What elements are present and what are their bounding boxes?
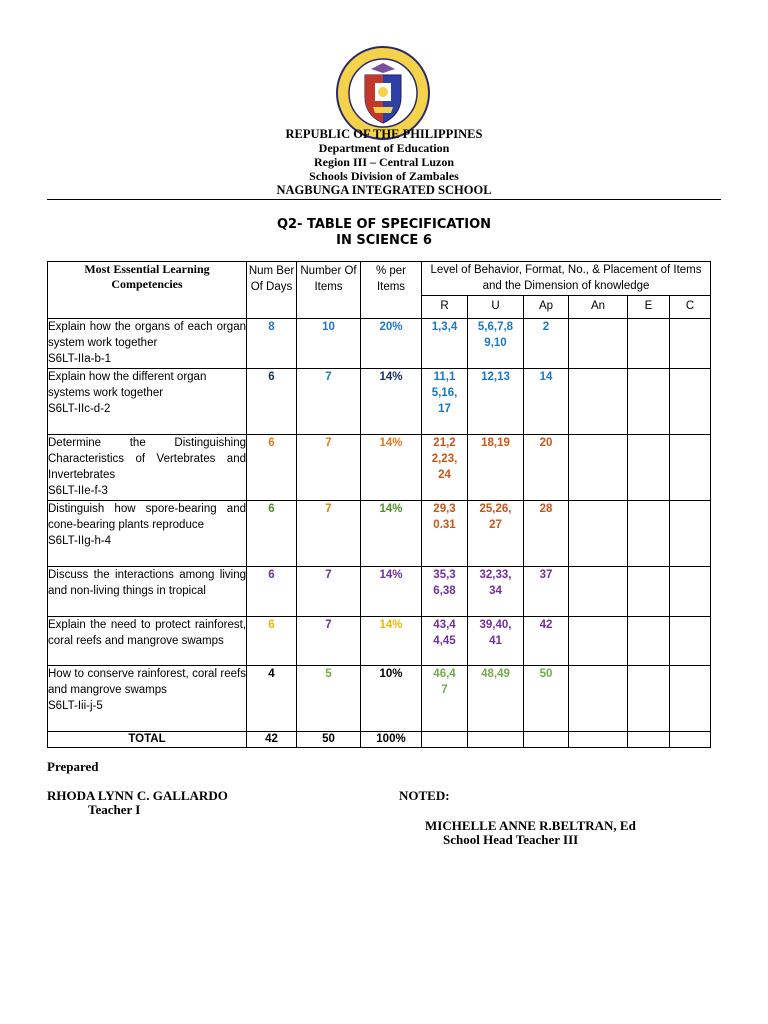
r-cell [422, 435, 468, 501]
an-cell [569, 567, 628, 617]
e-cell [628, 501, 670, 567]
title-line-1: Q2- TABLE OF SPECIFICATION [276, 217, 492, 232]
ap-cell [524, 435, 569, 501]
total-label: TOTAL [48, 732, 247, 748]
u-cell [468, 567, 524, 617]
noter-name: MICHELLE ANNE R.BELTRAN, Ed [425, 818, 636, 833]
days-cell: 8 [247, 319, 297, 369]
r-cell [422, 567, 468, 617]
ap-cell [524, 617, 569, 666]
e-cell [628, 567, 670, 617]
competency-code: S6LT-Iii-j-5 [48, 700, 103, 712]
days-cell: 6 [247, 501, 297, 567]
total-days: 42 [247, 732, 297, 748]
r-value: 2,23, [431, 453, 458, 465]
r-value: 46,4 [433, 668, 456, 680]
u-value: 5,6,7,8 [477, 321, 514, 333]
e-cell [628, 617, 670, 666]
r-value: 1,3,4 [431, 321, 458, 333]
ap-value: 2 [542, 321, 550, 333]
ap-value: 50 [539, 668, 553, 680]
competency-text: How to conserve rainforest, coral reefs and mangrove swamps [48, 668, 246, 696]
u-value: 41 [489, 635, 502, 647]
r-cell [422, 666, 468, 732]
u-value: 48,49 [481, 668, 510, 680]
ap-cell [524, 567, 569, 617]
u-value: 39,40, [479, 619, 512, 631]
header-u: U [468, 296, 524, 319]
competency-cell [48, 369, 247, 435]
r-value: 43,4 [433, 619, 456, 631]
document-title [0, 217, 768, 249]
r-value: 11,1 [433, 371, 456, 383]
items-cell: 7 [297, 617, 361, 666]
percent-cell: 14% [361, 567, 422, 617]
total-items: 50 [297, 732, 361, 748]
table-row [48, 617, 711, 666]
u-value: 12,13 [481, 371, 510, 383]
items-cell: 5 [297, 666, 361, 732]
u-cell [468, 617, 524, 666]
items-cell: 7 [297, 501, 361, 567]
department-line: Department of Education [318, 141, 450, 155]
c-cell [670, 666, 711, 732]
an-cell [569, 501, 628, 567]
percent-cell: 14% [361, 369, 422, 435]
items-cell: 7 [297, 567, 361, 617]
an-cell [569, 319, 628, 369]
competency-cell [48, 435, 247, 501]
an-cell [569, 435, 628, 501]
school-header [0, 127, 768, 197]
c-cell [670, 435, 711, 501]
total-e [628, 732, 670, 748]
percent-cell: 14% [361, 435, 422, 501]
competency-text: Discuss the interactions among living and non-living things in tropical [48, 569, 246, 597]
total-an [569, 732, 628, 748]
school-name: NAGBUNGA INTEGRATED SCHOOL [276, 183, 492, 197]
c-cell [670, 319, 711, 369]
percent-cell: 10% [361, 666, 422, 732]
table-row [48, 501, 711, 567]
c-cell [670, 617, 711, 666]
competency-cell [48, 666, 247, 732]
ap-cell [524, 369, 569, 435]
u-value: 18,19 [481, 437, 510, 449]
u-value: 34 [489, 585, 502, 597]
ap-value: 28 [539, 503, 553, 515]
r-value: 21,2 [433, 437, 456, 449]
noter-title: School Head Teacher III [443, 832, 579, 847]
u-cell [468, 369, 524, 435]
header-e: E [628, 296, 670, 319]
r-value: 17 [438, 403, 451, 415]
total-row [48, 732, 711, 748]
items-cell: 10 [297, 319, 361, 369]
header-items: Number Of Items [297, 262, 361, 319]
title-line-2: IN SCIENCE 6 [336, 233, 432, 248]
r-value: 7 [441, 684, 448, 696]
e-cell [628, 435, 670, 501]
header-competencies: Most Essential Learning Competencies [48, 262, 247, 319]
days-cell: 6 [247, 567, 297, 617]
competency-code: S6LT-IIe-f-3 [48, 485, 108, 497]
r-value: 5,16, [431, 387, 458, 399]
c-cell [670, 501, 711, 567]
division-line: Schools Division of Zambales [309, 169, 459, 183]
competency-cell [48, 567, 247, 617]
r-value: 0.31 [433, 519, 456, 531]
header-days: Num Ber Of Days [247, 262, 297, 319]
r-value: 4,45 [433, 635, 456, 647]
total-c [670, 732, 711, 748]
u-cell [468, 501, 524, 567]
e-cell [628, 666, 670, 732]
header-ap: Ap [524, 296, 569, 319]
items-cell: 7 [297, 435, 361, 501]
an-cell [569, 369, 628, 435]
header-level: Level of Behavior, Format, No., & Placement of Items and the Dimension of knowledge [422, 262, 711, 296]
r-value: 35,3 [433, 569, 456, 581]
days-cell: 4 [247, 666, 297, 732]
days-cell: 6 [247, 617, 297, 666]
region-line: Region III – Central Luzon [313, 155, 454, 169]
table-row [48, 435, 711, 501]
r-cell [422, 319, 468, 369]
e-cell [628, 319, 670, 369]
table-row [48, 666, 711, 732]
an-cell [569, 617, 628, 666]
r-cell [422, 369, 468, 435]
ap-cell [524, 666, 569, 732]
u-cell [468, 666, 524, 732]
header-c: C [670, 296, 711, 319]
c-cell [670, 369, 711, 435]
r-value: 24 [438, 469, 451, 481]
ap-cell [524, 319, 569, 369]
table-row [48, 567, 711, 617]
u-cell [468, 435, 524, 501]
competency-cell [48, 617, 247, 666]
ap-value: 14 [539, 371, 553, 383]
competency-code: S6LT-IIg-h-4 [48, 535, 112, 547]
competency-text: Determine the Distinguishing Characteristics of Vertebrates and Invertebrates [48, 437, 246, 481]
preparer-name: RHODA LYNN C. GALLARDO [47, 788, 228, 803]
u-value: 27 [489, 519, 502, 531]
competency-cell [48, 501, 247, 567]
header-divider [47, 199, 721, 200]
r-cell [422, 501, 468, 567]
u-cell [468, 319, 524, 369]
competency-text: Explain how the different organ systems work together [48, 371, 207, 399]
ap-value: 42 [539, 619, 553, 631]
percent-cell: 14% [361, 501, 422, 567]
ap-value: 20 [539, 437, 553, 449]
total-ap [524, 732, 569, 748]
e-cell [628, 369, 670, 435]
percent-cell: 14% [361, 617, 422, 666]
preparer-title: Teacher I [88, 802, 141, 817]
total-u [468, 732, 524, 748]
total-r [422, 732, 468, 748]
r-value: 29,3 [433, 503, 456, 515]
republic-line: REPUBLIC OF THE PHILIPPINES [285, 127, 483, 141]
an-cell [569, 666, 628, 732]
days-cell: 6 [247, 369, 297, 435]
ap-cell [524, 501, 569, 567]
u-value: 9,10 [484, 337, 507, 349]
competency-text: Explain how the organs of each organ system work together [48, 321, 246, 349]
table-row [48, 319, 711, 369]
table-of-specification [47, 261, 711, 748]
competency-code: S6LT-IIa-b-1 [48, 353, 112, 365]
percent-cell: 20% [361, 319, 422, 369]
header-percent: % per Items [361, 262, 422, 319]
items-cell: 7 [297, 369, 361, 435]
prepared-label: Prepared [47, 759, 99, 774]
r-cell [422, 617, 468, 666]
ap-value: 37 [539, 569, 553, 581]
competency-code: S6LT-IIc-d-2 [48, 403, 111, 415]
noted-label: NOTED: [399, 788, 450, 803]
days-cell: 6 [247, 435, 297, 501]
u-value: 32,33, [479, 569, 512, 581]
header-r: R [422, 296, 468, 319]
u-value: 25,26, [479, 503, 512, 515]
competency-cell [48, 319, 247, 369]
total-percent: 100% [361, 732, 422, 748]
competency-text: Distinguish how spore-bearing and cone-bearing plants reproduce [48, 503, 246, 531]
header-an: An [569, 296, 628, 319]
r-value: 6,38 [433, 585, 456, 597]
competency-text: Explain the need to protect rainforest, coral reefs and mangrove swamps [48, 619, 246, 647]
table-row [48, 369, 711, 435]
c-cell [670, 567, 711, 617]
